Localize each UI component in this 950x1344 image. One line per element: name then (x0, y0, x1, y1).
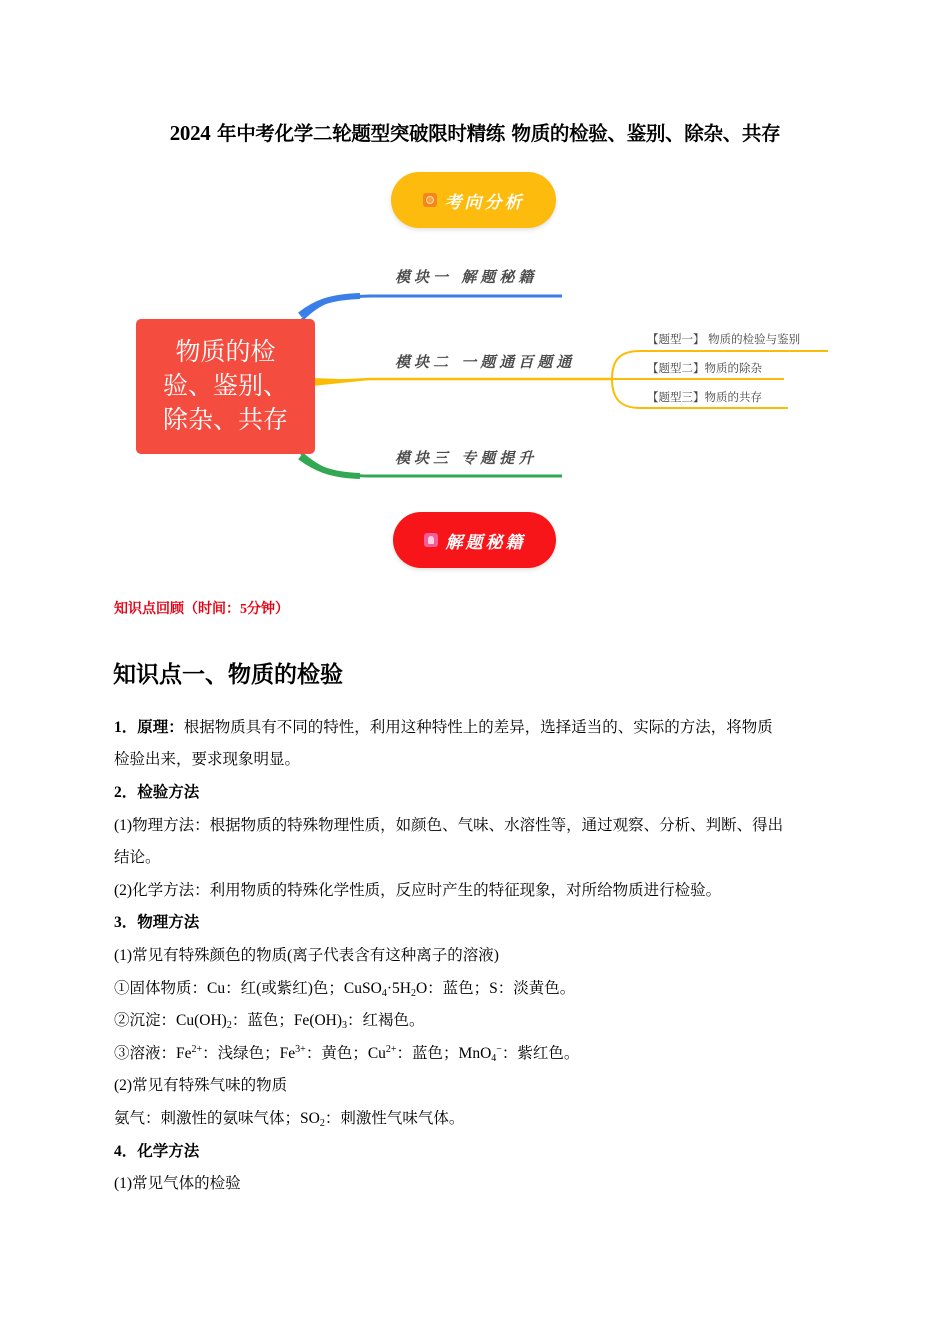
odor-substances-line: 氨气：刺激性的氨味气体；$SO_2$：刺激性气味气体。 (114, 1110, 465, 1129)
section-heading: 知识点一、物质的检验 (113, 662, 343, 688)
principle-label: 1．原理： (114, 719, 184, 736)
principle-paragraph: 1．原理：根据物质具有不同的特性，利用这种特性上的差异，选择适当的、实际的方法，将物质 (114, 719, 773, 736)
solving-tips-label: 解题秘籍 (445, 532, 526, 553)
exam-analysis-label: 考向分析 (444, 192, 525, 213)
chemical-method-paragraph: (2)化学方法：利用物质的特殊化学性质，反应时产生的特征现象，对所给物质进行检验。 (114, 882, 722, 899)
mindmap-connectors (0, 0, 950, 600)
review-time-note: 知识点回顾（时间：5分钟） (114, 602, 289, 617)
title-text: 年中考化学二轮题型突破限时精练 物质的检验、鉴别、除杂、共存 (217, 122, 781, 145)
pink-badge-icon (424, 533, 438, 547)
colored-substances-heading: (1)常见有特殊颜色的物质(离子代表含有这种离子的溶液) (114, 947, 499, 964)
physical-method-paragraph-cont: 结论。 (114, 849, 161, 866)
physical-method-paragraph: (1)物理方法：根据物质的特殊物理性质，如颜色、气味、水溶性等，通过观察、分析、判断、得出 (114, 817, 784, 834)
odor-substances-heading: (2)常见有特殊气味的物质 (114, 1077, 288, 1094)
mindmap-center-node: 物质的检 验、鉴别、 除杂、共存 (136, 319, 315, 454)
solid-colors-line: ①固体物质：Cu：红(或紫红)色；$CuSO_4\cdot 5H_2O$：蓝色；S：淡黄色。 (114, 980, 576, 999)
subheading-methods: 2．检验方法 (114, 784, 200, 801)
solution-colors-line: ③溶液：$Fe^{2+}$：浅绿色；$Fe^{3+}$：黄色；$Cu^{2+}$：蓝色；MnO$_4$−：紫红色。 (114, 1044, 580, 1064)
branch-module-1: 模块一 解题秘籍 (395, 268, 538, 286)
solving-tips-pill (393, 512, 556, 568)
branch-module-2: 模块二 一题通百题通 (395, 353, 576, 371)
principle-paragraph-cont: 检验出来，要求现象明显。 (114, 751, 301, 768)
gas-test-heading: (1)常见气体的检验 (114, 1175, 241, 1192)
title-year: 2024 (169, 121, 211, 145)
branch-module-3: 模块三 专题提升 (395, 449, 538, 467)
sub-branch-type-3: 【题型三】物质的共存 (647, 390, 762, 404)
sub-branch-type-2: 【题型二】物质的除杂 (647, 361, 762, 375)
precipitate-colors-line: ②沉淀：$Cu(OH)_2$：蓝色；$Fe(OH)_3$：红褐色。 (114, 1012, 425, 1031)
sub-branch-type-1: 【题型一】 物质的检验与鉴别 (647, 332, 801, 346)
subheading-chemical: 4．化学方法 (114, 1143, 200, 1160)
subheading-physical: 3．物理方法 (114, 914, 200, 931)
